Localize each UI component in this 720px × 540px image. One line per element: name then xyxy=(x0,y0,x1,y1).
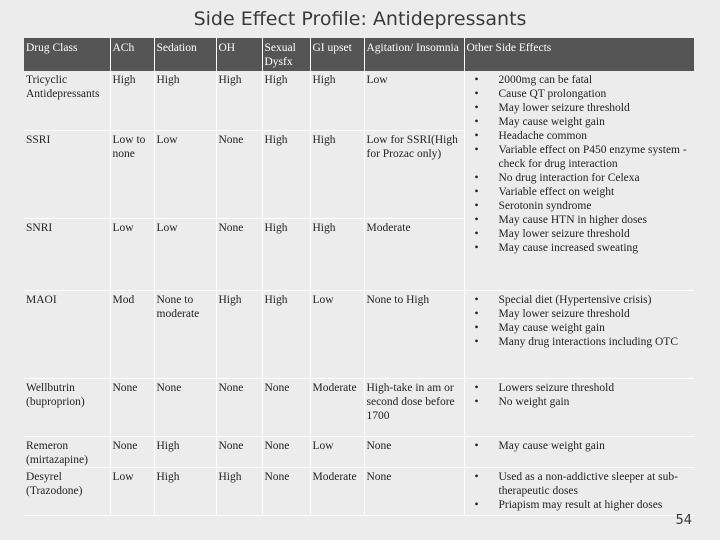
table-header-row xyxy=(24,38,694,71)
page-number: 54 xyxy=(675,513,692,528)
sedation-cell: High xyxy=(154,71,216,130)
list-item: • May cause weight gain xyxy=(467,321,693,335)
gi-upset-cell: Low xyxy=(310,290,364,378)
table-row xyxy=(24,436,694,467)
ach-cell: High xyxy=(110,71,154,130)
list-item: • May cause weight gain xyxy=(467,115,693,129)
agitation-cell: Moderate xyxy=(364,218,464,290)
oh-cell: High xyxy=(216,290,262,378)
ach-cell: Mod xyxy=(110,290,154,378)
list-item: • Lowers seizure threshold xyxy=(467,381,693,395)
list-item: • May lower seizure threshold xyxy=(467,307,693,321)
agitation-cell: Low for SSRI(High for Prozac only) xyxy=(364,130,464,218)
sedation-cell: None to moderate xyxy=(154,290,216,378)
ach-cell: None xyxy=(110,378,154,436)
agitation-cell: None xyxy=(364,467,464,515)
ach-cell: Low xyxy=(110,467,154,515)
list-item: • Many drug interactions including OTC xyxy=(467,335,693,349)
table-row xyxy=(24,378,694,436)
drug-class-cell: Tricyclic Antidepressants xyxy=(26,74,100,100)
list-item: • May lower seizure threshold xyxy=(467,227,693,241)
sedation-cell: Low xyxy=(154,218,216,290)
slide-title: Side Effect Profile: Antidepressants xyxy=(193,8,527,30)
side-effects-list xyxy=(467,439,693,453)
header-other-side-effects: Other Side Effects xyxy=(464,38,694,71)
other-side-effects-cell xyxy=(464,290,694,378)
sexual-dysfx-cell: High xyxy=(262,71,310,130)
sexual-dysfx-cell: None xyxy=(262,378,310,436)
sexual-dysfx-cell: High xyxy=(262,130,310,218)
list-item: • May cause HTN in higher doses xyxy=(467,213,693,227)
agitation-cell: Low xyxy=(364,71,464,130)
gi-upset-cell: High xyxy=(310,130,364,218)
list-item: • May cause increased sweating xyxy=(467,241,693,255)
gi-upset-cell: High xyxy=(310,71,364,130)
drug-class-cell: Desyrel (Trazodone) xyxy=(26,470,83,497)
gi-upset-cell: Moderate xyxy=(310,467,364,515)
oh-cell: High xyxy=(216,71,262,130)
header-sexual-dysfx: Sexual Dysfx xyxy=(262,38,310,71)
list-item: • Serotonin syndrome xyxy=(467,199,693,213)
ach-cell: Low xyxy=(110,218,154,290)
side-effects-list xyxy=(467,470,693,512)
list-item: • Headache common xyxy=(467,129,693,143)
other-side-effects-cell xyxy=(464,378,694,436)
oh-cell: High xyxy=(216,467,262,515)
drug-class-cell: MAOI xyxy=(26,293,57,306)
oh-cell: None xyxy=(216,378,262,436)
oh-cell: None xyxy=(216,436,262,467)
list-item: • May cause weight gain xyxy=(467,439,693,453)
agitation-cell: None xyxy=(364,436,464,467)
header-gi-upset: GI upset xyxy=(310,38,364,71)
table-row xyxy=(24,71,694,130)
header-oh: OH xyxy=(216,38,262,71)
drug-class-cell: SSRI xyxy=(26,133,51,146)
list-item: • Used as a non-addictive sleeper at sub-therapeutic doses xyxy=(467,470,693,498)
drug-class-cell: SNRI xyxy=(26,221,53,234)
sedation-cell: High xyxy=(154,467,216,515)
header-agitation-insomnia: Agitation/ Insomnia xyxy=(364,38,464,71)
sedation-cell: Low xyxy=(154,130,216,218)
other-side-effects-cell xyxy=(464,71,694,290)
list-item: • Variable effect on P450 enzyme system - check for drug interaction xyxy=(467,143,693,171)
list-item: • May lower seizure threshold xyxy=(467,101,693,115)
gi-upset-cell: High xyxy=(310,218,364,290)
ach-cell: None xyxy=(110,436,154,467)
oh-cell: None xyxy=(216,218,262,290)
header-drug-class: Drug Class xyxy=(24,38,110,71)
other-side-effects-cell xyxy=(464,436,694,467)
list-item: • No drug interaction for Celexa xyxy=(467,171,693,185)
drug-class-cell: Remeron (mirtazapine) xyxy=(26,439,88,466)
list-item: • 2000mg can be fatal xyxy=(467,73,693,87)
gi-upset-cell: Moderate xyxy=(310,378,364,436)
sexual-dysfx-cell: High xyxy=(262,218,310,290)
sexual-dysfx-cell: None xyxy=(262,436,310,467)
agitation-cell: None to High xyxy=(364,290,464,378)
gi-upset-cell: Low xyxy=(310,436,364,467)
sexual-dysfx-cell: High xyxy=(262,290,310,378)
list-item: • Special diet (Hypertensive crisis) xyxy=(467,293,693,307)
list-item: • No weight gain xyxy=(467,395,693,409)
ach-cell: Low to none xyxy=(110,130,154,218)
list-item: • Cause QT prolongation xyxy=(467,87,693,101)
table-row xyxy=(24,467,694,515)
sedation-cell: High xyxy=(154,436,216,467)
other-side-effects-cell xyxy=(464,467,694,515)
header-ach: ACh xyxy=(110,38,154,71)
sexual-dysfx-cell: None xyxy=(262,467,310,515)
side-effects-list xyxy=(467,381,693,409)
sedation-cell: None xyxy=(154,378,216,436)
table-row xyxy=(24,290,694,378)
agitation-cell: High-take in am or second dose before 1700 xyxy=(364,378,464,436)
list-item: • Variable effect on weight xyxy=(467,185,693,199)
list-item: • Priapism may result at higher doses xyxy=(467,498,693,512)
oh-cell: None xyxy=(216,130,262,218)
side-effect-table xyxy=(24,38,694,516)
drug-class-cell: Wellbutrin (buproprion) xyxy=(26,381,85,408)
side-effects-list xyxy=(467,293,693,349)
header-sedation: Sedation xyxy=(154,38,216,71)
side-effects-list xyxy=(467,73,693,255)
